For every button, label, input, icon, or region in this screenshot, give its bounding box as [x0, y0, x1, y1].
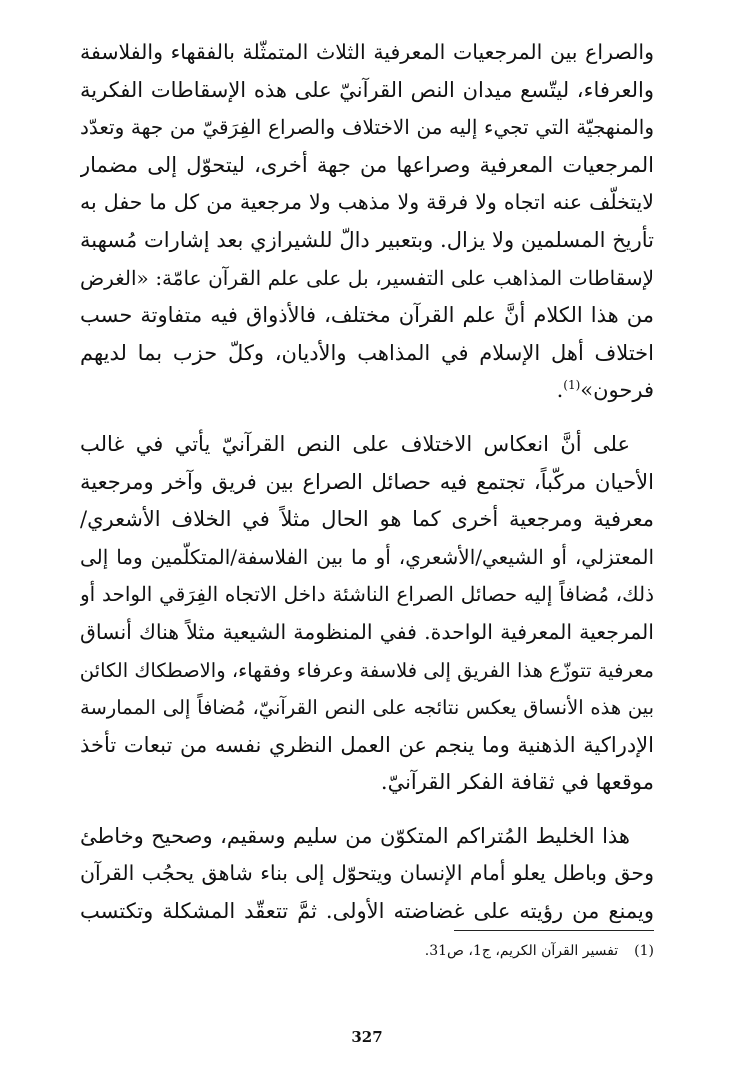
text-line: معرفية تتوزّع هذا الفريق إلى فلاسفة وعرفاء وفقهاء، والاصطكاك الكائن [80, 658, 654, 682]
text-line: ويمنع من رؤيته على غضاضته الأولى. ثمَّ تتعقّد المشكلة وتكتسب [80, 899, 654, 924]
document-page [80, 34, 654, 1074]
text-line-first: على أنَّ انعكاس الاختلاف على النص القرآنيّ يأتي في غالب [80, 431, 630, 456]
paragraph-2 [80, 426, 654, 802]
text-line: المعتزلي، أو الشيعي/الأشعري، أو ما بين الفلاسفة/المتكلّمين وما إلى [80, 544, 654, 569]
text-segment: فرحون» [580, 378, 654, 403]
text-line: اختلاف أهل الإسلام في المذاهب والأديان، وكلّ حزب بما لديهم [80, 340, 654, 365]
text-line: المرجعية المعرفية الواحدة. ففي المنظومة الشيعية مثلاً هناك أنساق [80, 619, 654, 644]
footnote-text: تفسير القرآن الكريم، ج1، ص31. [424, 943, 619, 959]
text-line: الإدراكية الذهنية وما ينجم عن العمل النظري نفسه من تبعات تأخذ [80, 732, 654, 757]
text-line: والصراع بين المرجعيات المعرفية الثلاث المتمثّلة بالفقهاء والفلاسفة [80, 40, 654, 64]
text-line-first: هذا الخليط المُتراكم المتكوّن من سليم وسقيم، وصحيح وخاطئ [80, 823, 630, 848]
page-number: 327 [351, 1028, 383, 1046]
text-line: من هذا الكلام أنَّ علم القرآن مختلف، فالأذواق فيه متفاوتة حسب [80, 303, 654, 328]
footnote-reference[interactable]: (1) [563, 378, 581, 393]
text-line: لإسقاطات المذاهب على التفسير، بل على علم القرآن عامّة: «الغرض [80, 265, 654, 290]
text-line: والمنهجيّة التي تجيء إليه من الاختلاف والصراع الفِرَقيّ من جهة وتعدّد [80, 115, 654, 140]
text-line: تأريخ المسلمين ولا يزال. وبتعبير دالّ للشيرازي بعد إشارات مُسهبة [80, 227, 654, 252]
text-line: المرجعيات المعرفية وصراعها من جهة أخرى، ليتحوّل إلى مضمار [80, 152, 654, 177]
text-line-last [80, 372, 654, 410]
text-line: ذلك، مُضافاً إليه حصائل الصراع الناشئة داخل الاتجاه الفِرَقي الواحد أو [80, 582, 654, 607]
text-line: الأحيان مركّباً، تجتمع فيه حصائل الصراع بين فريق وآخر ومرجعية [80, 469, 654, 494]
text-line: معرفية ومرجعية أخرى كما هو الحال مثلاً في الخلاف الأشعري/ [80, 507, 654, 532]
text-line: والعرفاء، ليتّسع ميدان النص القرآنيّ على هذه الإسقاطات الفكرية [80, 77, 654, 102]
footnote [80, 940, 654, 962]
paragraph-1 [80, 34, 654, 410]
text-line: بين هذه الأنساق يعكس نتائجه على النص القرآنيّ، مُضافاً إلى الممارسة [80, 696, 654, 720]
text-line-last: موقعها في ثقافة الفكر القرآنيّ. [380, 770, 654, 795]
text-line: وحق وباطل يعلو أمام الإنسان ويتحوّل إلى بناء شاهق يحجُب القرآن [80, 861, 654, 886]
footnote-number: (1) [634, 943, 654, 959]
sentence-end: . [556, 378, 564, 403]
footnote-separator [454, 930, 654, 931]
text-line: لايتخلّف عنه اتجاه ولا فرقة ولا مذهب ولا مرجعية من كل ما حفل به [80, 190, 654, 215]
paragraph-3 [80, 818, 654, 931]
